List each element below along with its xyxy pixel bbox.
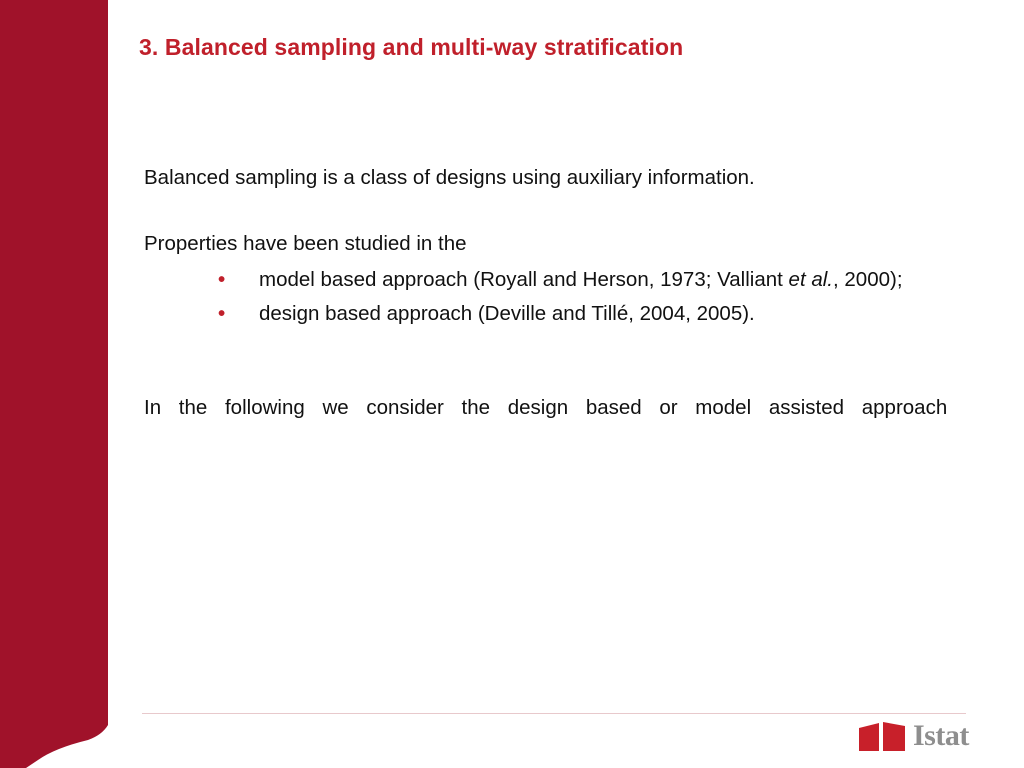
bullet-text-start: design based approach (Deville and Tillé, 2004, 2005). (259, 302, 755, 325)
istat-logo (857, 716, 977, 756)
conclusion-paragraph (144, 394, 961, 422)
side-decoration-band (0, 0, 120, 768)
footer-divider (142, 713, 966, 714)
slide-title: 3. Balanced sampling and multi-way stratification (139, 34, 684, 60)
bullet-item-model-based (218, 266, 968, 294)
approach-bullet-list (218, 266, 968, 328)
conclusion-text-end: approach (861, 396, 948, 419)
side-band-shape (0, 0, 108, 768)
intro-paragraph: Balanced sampling is a class of designs using auxiliary information. (144, 166, 755, 189)
bullet-icon: • (218, 302, 226, 325)
conclusion-text: In the following we consider the design based or model assisted (144, 396, 845, 419)
istat-logo-text: Istat (913, 719, 969, 752)
bullet-item-design-based (218, 300, 968, 328)
bullet-icon: • (218, 268, 226, 291)
properties-lead-paragraph: Properties have been studied in the (144, 232, 467, 255)
bullet-text-italic: et al. (788, 268, 833, 291)
bullet-text-start: model based approach (Royall and Herson, 1973; Valliant (259, 268, 783, 291)
bullet-text-end: , 2000); (833, 268, 903, 291)
istat-logo-mark-icon (857, 720, 907, 754)
